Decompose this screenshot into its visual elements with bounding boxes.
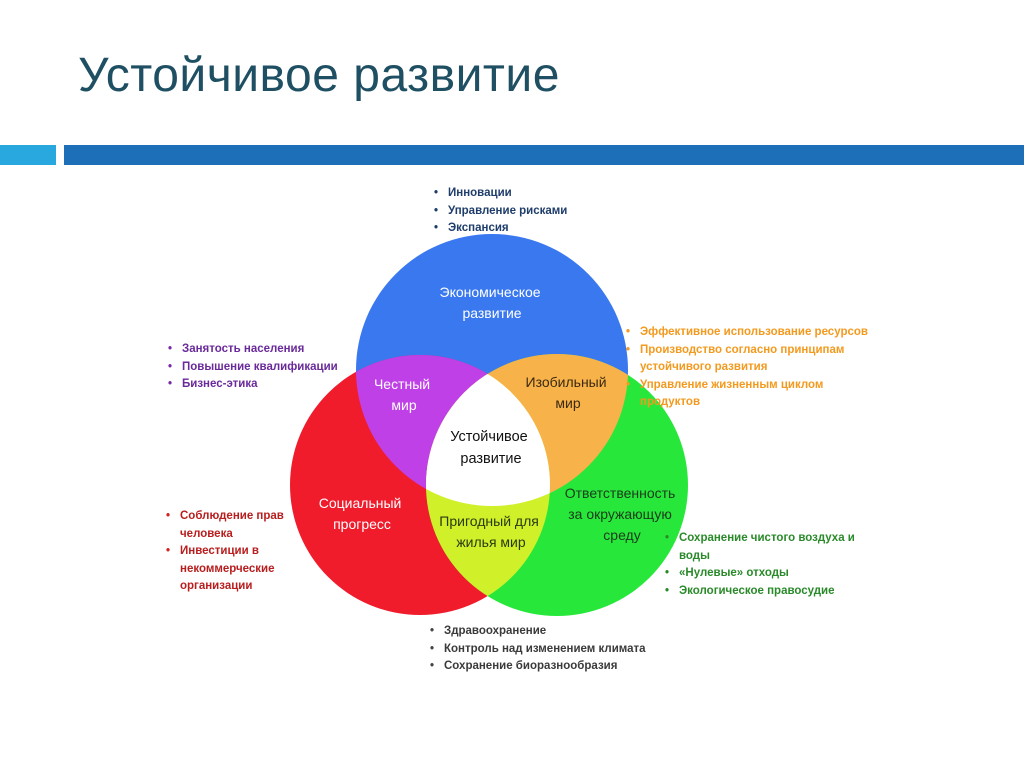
abundant-world-label: Изобильный мир	[525, 374, 607, 411]
list-item: • Эффективное использование ресурсов	[626, 324, 868, 342]
list-item: • Повышение квалификации	[168, 359, 338, 377]
list-item: • Экспансия	[434, 220, 567, 238]
economic-label: Экономическое развитие	[439, 284, 541, 321]
honest-world-label: Честный мир	[373, 376, 431, 413]
economic-notes-list	[434, 185, 567, 238]
list-item: • Сохранение чистого воздуха и	[665, 530, 855, 548]
livable-world-label: Пригодный для жилья мир	[439, 513, 539, 550]
environmental-notes-list	[665, 530, 855, 600]
list-item: • Бизнес-этика	[168, 376, 338, 394]
list-item: • Сохранение биоразнообразия	[430, 658, 646, 676]
list-item-continuation: воды	[679, 549, 710, 562]
abundant-world-notes-list	[626, 324, 868, 412]
list-item: • «Нулевые» отходы	[665, 565, 855, 583]
list-item: • Инновации	[434, 185, 567, 203]
list-item-continuation: человека	[180, 527, 233, 540]
list-item-continuation: некоммерческие	[180, 562, 275, 575]
list-item: • Инвестиции в	[166, 543, 284, 561]
list-item: • Контроль над изменением климата	[430, 641, 646, 659]
social-notes-list	[166, 508, 284, 596]
slide-title: Устойчивое развитие	[78, 49, 560, 102]
list-item: • Экологическое правосудие	[665, 583, 855, 601]
list-item: • Производство согласно принципам	[626, 342, 868, 360]
sustainable-development-label: Устойчивое развитие	[450, 429, 528, 467]
list-item: • Занятость населения	[168, 341, 338, 359]
list-item: • Здравоохранение	[430, 623, 646, 641]
list-item: • Управление жизненным циклом	[626, 377, 868, 395]
list-item: • Соблюдение прав	[166, 508, 284, 526]
list-item-continuation: организации	[180, 580, 253, 592]
livable-world-notes-list	[430, 623, 646, 676]
list-item: • Управление рисками	[434, 203, 567, 221]
environmental-label: Ответственность за окружающую среду	[564, 485, 676, 543]
list-item-continuation: устойчивого развития	[640, 361, 768, 373]
list-item-continuation: продуктов	[640, 396, 701, 408]
honest-world-notes-list	[168, 341, 338, 394]
social-label: Социальный прогресс	[318, 495, 402, 532]
